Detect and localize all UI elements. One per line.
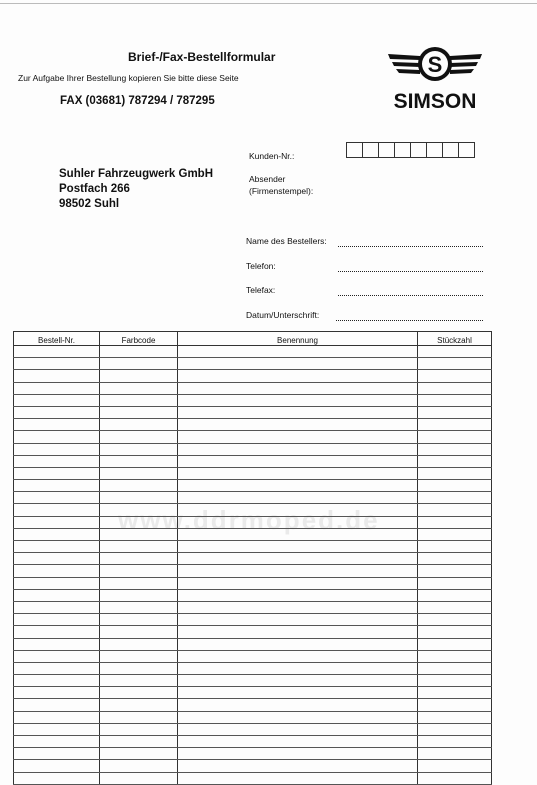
table-cell[interactable] xyxy=(178,662,418,674)
table-cell[interactable] xyxy=(178,455,418,467)
table-cell[interactable] xyxy=(178,419,418,431)
table-cell[interactable] xyxy=(100,577,178,589)
table-cell[interactable] xyxy=(100,723,178,735)
table-cell[interactable] xyxy=(14,516,100,528)
table-cell[interactable] xyxy=(14,601,100,613)
fax-number: FAX (03681) 787294 / 787295 xyxy=(60,95,215,107)
table-cell[interactable] xyxy=(178,565,418,577)
order-rows xyxy=(14,346,492,785)
table-cell[interactable] xyxy=(100,370,178,382)
table-row[interactable] xyxy=(14,541,492,553)
table-cell[interactable] xyxy=(100,443,178,455)
table-cell[interactable] xyxy=(14,650,100,662)
table-cell[interactable] xyxy=(100,650,178,662)
table-cell[interactable] xyxy=(100,431,178,443)
table-header-row xyxy=(14,332,492,346)
table-cell[interactable] xyxy=(418,711,492,723)
table-row[interactable] xyxy=(14,346,492,358)
table-cell[interactable] xyxy=(14,419,100,431)
table-cell[interactable] xyxy=(100,589,178,601)
digit-box[interactable] xyxy=(410,142,427,158)
table-cell[interactable] xyxy=(178,675,418,687)
table-cell[interactable] xyxy=(14,553,100,565)
table-cell[interactable] xyxy=(100,662,178,674)
table-cell[interactable] xyxy=(178,553,418,565)
table-cell[interactable] xyxy=(178,614,418,626)
table-row[interactable] xyxy=(14,614,492,626)
table-cell[interactable] xyxy=(418,638,492,650)
table-cell[interactable] xyxy=(14,589,100,601)
table-cell[interactable] xyxy=(14,370,100,382)
table-cell[interactable] xyxy=(14,638,100,650)
table-cell[interactable] xyxy=(418,406,492,418)
table-cell[interactable] xyxy=(14,455,100,467)
table-cell[interactable] xyxy=(100,419,178,431)
table-cell[interactable] xyxy=(418,626,492,638)
table-cell[interactable] xyxy=(418,565,492,577)
table-cell[interactable] xyxy=(100,382,178,394)
table-cell[interactable] xyxy=(14,711,100,723)
table-cell[interactable] xyxy=(178,723,418,735)
table-cell[interactable] xyxy=(14,541,100,553)
table-row[interactable] xyxy=(14,504,492,516)
telefon-label: Telefon: xyxy=(246,261,276,271)
table-row[interactable] xyxy=(14,455,492,467)
table-cell[interactable] xyxy=(14,492,100,504)
logo-wordmark: SIMSON xyxy=(393,90,477,113)
table-cell[interactable] xyxy=(100,748,178,760)
table-cell[interactable] xyxy=(418,394,492,406)
table-cell[interactable] xyxy=(418,650,492,662)
table-cell[interactable] xyxy=(178,638,418,650)
table-row[interactable] xyxy=(14,419,492,431)
table-cell[interactable] xyxy=(418,455,492,467)
table-cell[interactable] xyxy=(100,541,178,553)
telefon-field[interactable] xyxy=(338,271,483,272)
table-cell[interactable] xyxy=(100,614,178,626)
table-cell[interactable] xyxy=(178,382,418,394)
table-cell[interactable] xyxy=(178,589,418,601)
table-cell[interactable] xyxy=(418,662,492,674)
table-cell[interactable] xyxy=(418,736,492,748)
watermark: www.ddrmoped.de xyxy=(118,505,380,535)
table-cell[interactable] xyxy=(100,492,178,504)
table-cell[interactable] xyxy=(14,626,100,638)
table-cell[interactable] xyxy=(14,748,100,760)
table-row[interactable] xyxy=(14,723,492,735)
kunden-nr-label: Kunden-Nr.: xyxy=(249,151,295,161)
table-cell[interactable] xyxy=(418,723,492,735)
form-title: Brief-/Fax-Bestellformular xyxy=(128,50,276,64)
table-row[interactable] xyxy=(14,370,492,382)
table-cell[interactable] xyxy=(100,675,178,687)
table-row[interactable] xyxy=(14,589,492,601)
table-cell[interactable] xyxy=(418,772,492,784)
table-row[interactable] xyxy=(14,358,492,370)
table-cell[interactable] xyxy=(178,516,418,528)
table-cell[interactable] xyxy=(178,346,418,358)
table-row[interactable] xyxy=(14,492,492,504)
digit-box[interactable] xyxy=(346,142,363,158)
table-cell[interactable] xyxy=(418,370,492,382)
table-row[interactable] xyxy=(14,528,492,540)
table-cell[interactable] xyxy=(14,675,100,687)
table-cell[interactable] xyxy=(418,431,492,443)
table-row[interactable] xyxy=(14,699,492,711)
table-cell[interactable] xyxy=(178,748,418,760)
table-cell[interactable] xyxy=(14,577,100,589)
besteller-field[interactable] xyxy=(338,246,483,247)
table-cell[interactable] xyxy=(418,516,492,528)
table-cell[interactable] xyxy=(14,443,100,455)
table-cell[interactable] xyxy=(100,565,178,577)
table-cell[interactable] xyxy=(100,736,178,748)
table-cell[interactable] xyxy=(418,467,492,479)
table-cell[interactable] xyxy=(418,577,492,589)
table-cell[interactable] xyxy=(178,467,418,479)
table-cell[interactable] xyxy=(100,394,178,406)
table-cell[interactable] xyxy=(100,467,178,479)
table-cell[interactable] xyxy=(14,406,100,418)
table-row[interactable] xyxy=(14,772,492,784)
table-cell[interactable] xyxy=(178,541,418,553)
table-row[interactable] xyxy=(14,650,492,662)
table-cell[interactable] xyxy=(418,382,492,394)
table-cell[interactable] xyxy=(418,541,492,553)
table-cell[interactable] xyxy=(178,650,418,662)
table-cell[interactable] xyxy=(14,528,100,540)
table-cell[interactable] xyxy=(14,736,100,748)
table-cell[interactable] xyxy=(418,492,492,504)
table-cell[interactable] xyxy=(178,711,418,723)
table-cell[interactable] xyxy=(100,760,178,772)
table-row[interactable] xyxy=(14,406,492,418)
table-cell[interactable] xyxy=(178,687,418,699)
table-cell[interactable] xyxy=(418,589,492,601)
digit-box[interactable] xyxy=(442,142,459,158)
recipient-line-1: Suhler Fahrzeugwerk GmbH xyxy=(59,168,214,180)
page-edge xyxy=(0,3,537,4)
table-cell[interactable] xyxy=(14,358,100,370)
table-row[interactable] xyxy=(14,382,492,394)
table-row[interactable] xyxy=(14,638,492,650)
table-cell[interactable] xyxy=(14,431,100,443)
table-cell[interactable] xyxy=(418,601,492,613)
col-bestell-nr: Bestell-Nr. xyxy=(14,332,100,346)
table-cell[interactable] xyxy=(178,760,418,772)
table-row[interactable] xyxy=(14,553,492,565)
table-cell[interactable] xyxy=(178,358,418,370)
table-cell[interactable] xyxy=(14,760,100,772)
recipient-line-3: 98502 Suhl xyxy=(59,198,120,210)
table-row[interactable] xyxy=(14,675,492,687)
table-cell[interactable] xyxy=(100,638,178,650)
table-cell[interactable] xyxy=(14,382,100,394)
table-cell[interactable] xyxy=(100,504,178,516)
digit-box[interactable] xyxy=(394,142,411,158)
table-cell[interactable] xyxy=(418,760,492,772)
table-cell[interactable] xyxy=(178,480,418,492)
absender-sublabel: (Firmenstempel): xyxy=(249,186,314,196)
datum-field[interactable] xyxy=(336,320,483,321)
table-cell[interactable] xyxy=(418,553,492,565)
table-cell[interactable] xyxy=(14,394,100,406)
table-cell[interactable] xyxy=(14,480,100,492)
table-cell[interactable] xyxy=(100,711,178,723)
table-cell[interactable] xyxy=(100,516,178,528)
table-cell[interactable] xyxy=(178,443,418,455)
table-cell[interactable] xyxy=(178,626,418,638)
col-farbcode: Farbcode xyxy=(100,332,178,346)
table-cell[interactable] xyxy=(14,662,100,674)
table-cell[interactable] xyxy=(418,419,492,431)
table-cell[interactable] xyxy=(418,358,492,370)
table-cell[interactable] xyxy=(178,601,418,613)
table-cell[interactable] xyxy=(100,699,178,711)
table-cell[interactable] xyxy=(14,614,100,626)
table-cell[interactable] xyxy=(418,504,492,516)
table-cell[interactable] xyxy=(418,699,492,711)
table-cell[interactable] xyxy=(178,504,418,516)
table-cell[interactable] xyxy=(100,626,178,638)
table-cell[interactable] xyxy=(418,443,492,455)
digit-box[interactable] xyxy=(378,142,395,158)
table-cell[interactable] xyxy=(100,455,178,467)
table-cell[interactable] xyxy=(178,699,418,711)
datum-label: Datum/Unterschrift: xyxy=(246,310,320,320)
table-row[interactable] xyxy=(14,480,492,492)
table-row[interactable] xyxy=(14,516,492,528)
table-cell[interactable] xyxy=(178,406,418,418)
table-row[interactable] xyxy=(14,601,492,613)
table-cell[interactable] xyxy=(14,565,100,577)
table-row[interactable] xyxy=(14,431,492,443)
table-cell[interactable] xyxy=(100,358,178,370)
table-cell[interactable] xyxy=(14,687,100,699)
digit-box[interactable] xyxy=(458,142,475,158)
table-row[interactable] xyxy=(14,394,492,406)
table-cell[interactable] xyxy=(14,699,100,711)
table-row[interactable] xyxy=(14,626,492,638)
table-cell[interactable] xyxy=(418,346,492,358)
col-benennung: Benennung xyxy=(178,332,418,346)
table-cell[interactable] xyxy=(100,772,178,784)
table-row[interactable] xyxy=(14,467,492,479)
table-cell[interactable] xyxy=(418,480,492,492)
table-cell[interactable] xyxy=(14,467,100,479)
telefax-label: Telefax: xyxy=(246,285,276,295)
recipient-line-2: Postfach 266 xyxy=(59,183,130,195)
table-cell[interactable] xyxy=(178,772,418,784)
digit-box[interactable] xyxy=(426,142,443,158)
table-row[interactable] xyxy=(14,711,492,723)
table-row[interactable] xyxy=(14,760,492,772)
table-cell[interactable] xyxy=(418,748,492,760)
absender-label: Absender xyxy=(249,174,286,184)
table-cell[interactable] xyxy=(178,528,418,540)
table-cell[interactable] xyxy=(14,346,100,358)
table-cell[interactable] xyxy=(178,492,418,504)
col-stueckzahl: Stückzahl xyxy=(418,332,492,346)
kunden-nr-boxes[interactable] xyxy=(347,142,475,158)
table-cell[interactable] xyxy=(100,601,178,613)
table-cell[interactable] xyxy=(418,675,492,687)
table-cell[interactable] xyxy=(100,406,178,418)
table-cell[interactable] xyxy=(178,370,418,382)
table-row[interactable] xyxy=(14,687,492,699)
simson-logo xyxy=(378,42,492,114)
table-cell[interactable] xyxy=(418,528,492,540)
table-row[interactable] xyxy=(14,443,492,455)
table-cell[interactable] xyxy=(100,687,178,699)
table-row[interactable] xyxy=(14,748,492,760)
table-row[interactable] xyxy=(14,577,492,589)
table-cell[interactable] xyxy=(100,346,178,358)
table-cell[interactable] xyxy=(178,577,418,589)
table-cell[interactable] xyxy=(418,614,492,626)
table-row[interactable] xyxy=(14,662,492,674)
order-table xyxy=(13,331,492,785)
table-cell[interactable] xyxy=(14,723,100,735)
svg-text:S: S xyxy=(427,52,443,77)
table-row[interactable] xyxy=(14,736,492,748)
table-row[interactable] xyxy=(14,565,492,577)
table-cell[interactable] xyxy=(100,480,178,492)
table-cell[interactable] xyxy=(100,553,178,565)
table-cell[interactable] xyxy=(178,431,418,443)
telefax-field[interactable] xyxy=(338,295,483,296)
table-cell[interactable] xyxy=(178,394,418,406)
table-cell[interactable] xyxy=(100,528,178,540)
table-cell[interactable] xyxy=(178,736,418,748)
digit-box[interactable] xyxy=(362,142,379,158)
table-cell[interactable] xyxy=(14,504,100,516)
table-cell[interactable] xyxy=(418,687,492,699)
table-cell[interactable] xyxy=(14,772,100,784)
besteller-label: Name des Bestellers: xyxy=(246,236,327,246)
form-subtitle: Zur Aufgabe Ihrer Bestellung kopieren Sie bitte diese Seite xyxy=(18,73,239,83)
